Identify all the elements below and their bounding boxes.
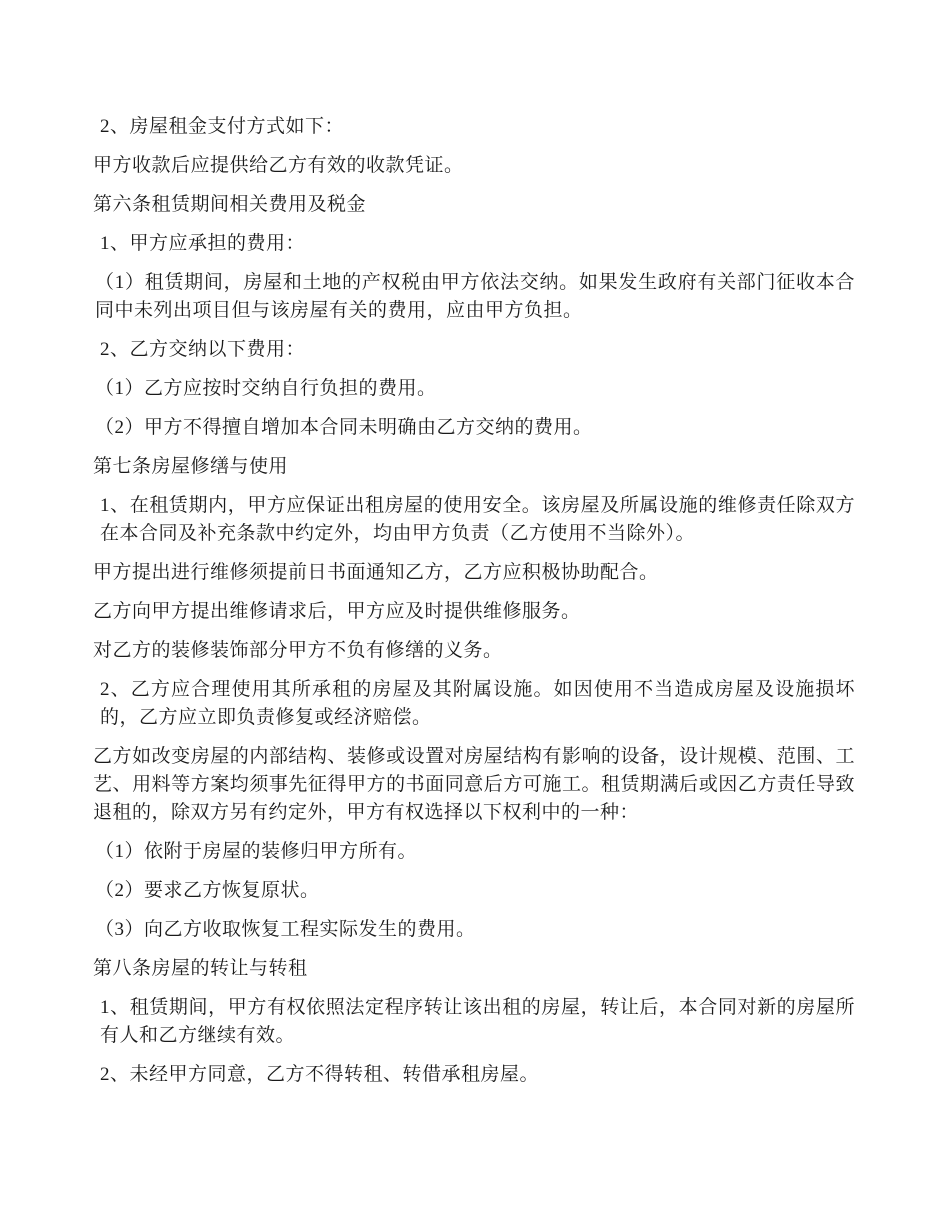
paragraph: 甲方收款后应提供给乙方有效的收款凭证。 bbox=[93, 155, 464, 176]
list-item: 1、租赁期间，甲方有权依照法定程序转让该出租的房屋，转让后，本合同对新的房屋所有人和乙方继续有效。 bbox=[100, 997, 855, 1046]
list-item: 1、甲方应承担的费用： bbox=[100, 233, 306, 254]
paragraph: 甲方提出进行维修须提前日书面通知乙方，乙方应积极协助配合。 bbox=[93, 562, 659, 583]
list-item: 1、在租赁期内，甲方应保证出租房屋的使用安全。该房屋及所属设施的维修责任除双方在本合同及补充条款中约定外，均由甲方负责（乙方使用不当除外）。 bbox=[100, 495, 855, 544]
sub-list-item: （1）乙方应按时交纳自行负担的费用。 bbox=[95, 378, 437, 399]
section-heading: 第八条房屋的转让与转租 bbox=[93, 958, 308, 979]
list-item: 2、乙方交纳以下费用： bbox=[100, 339, 306, 360]
list-item: 2、乙方应合理使用其所承租的房屋及其附属设施。如因使用不当造成房屋及设施损坏的，乙方应立即负责修复或经济赔偿。 bbox=[100, 679, 855, 728]
section-heading: 第七条房屋修缮与使用 bbox=[93, 456, 289, 477]
paragraph: 对乙方的装修装饰部分甲方不负有修缮的义务。 bbox=[93, 640, 503, 661]
section-heading: 第六条租赁期间相关费用及税金 bbox=[93, 194, 367, 215]
sub-list-item: （3）向乙方收取恢复工程实际发生的费用。 bbox=[95, 919, 476, 940]
list-item: 2、未经甲方同意，乙方不得转租、转借承租房屋。 bbox=[100, 1064, 540, 1085]
sub-list-item: （2）要求乙方恢复原状。 bbox=[95, 880, 320, 901]
document-body bbox=[93, 113, 855, 1089]
sub-list-item: （2）甲方不得擅自增加本合同未明确由乙方交纳的费用。 bbox=[95, 417, 593, 438]
sub-list-item: （1）依附于房屋的装修归甲方所有。 bbox=[95, 841, 418, 862]
list-item: 2、房屋租金支付方式如下： bbox=[100, 116, 345, 137]
sub-list-item: （1）租赁期间，房屋和土地的产权税由甲方依法交纳。如果发生政府有关部门征收本合同中未列出项目但与该房屋有关的费用，应由甲方负担。 bbox=[95, 272, 855, 321]
paragraph: 乙方向甲方提出维修请求后，甲方应及时提供维修服务。 bbox=[93, 601, 581, 622]
paragraph: 乙方如改变房屋的内部结构、装修或设置对房屋结构有影响的设备，设计规模、范围、工艺、用料等方案均须事先征得甲方的书面同意后方可施工。租赁期满后或因乙方责任导致退租的，除双方另有约定外，甲方有权选择以下权利中的一种： bbox=[93, 746, 855, 823]
